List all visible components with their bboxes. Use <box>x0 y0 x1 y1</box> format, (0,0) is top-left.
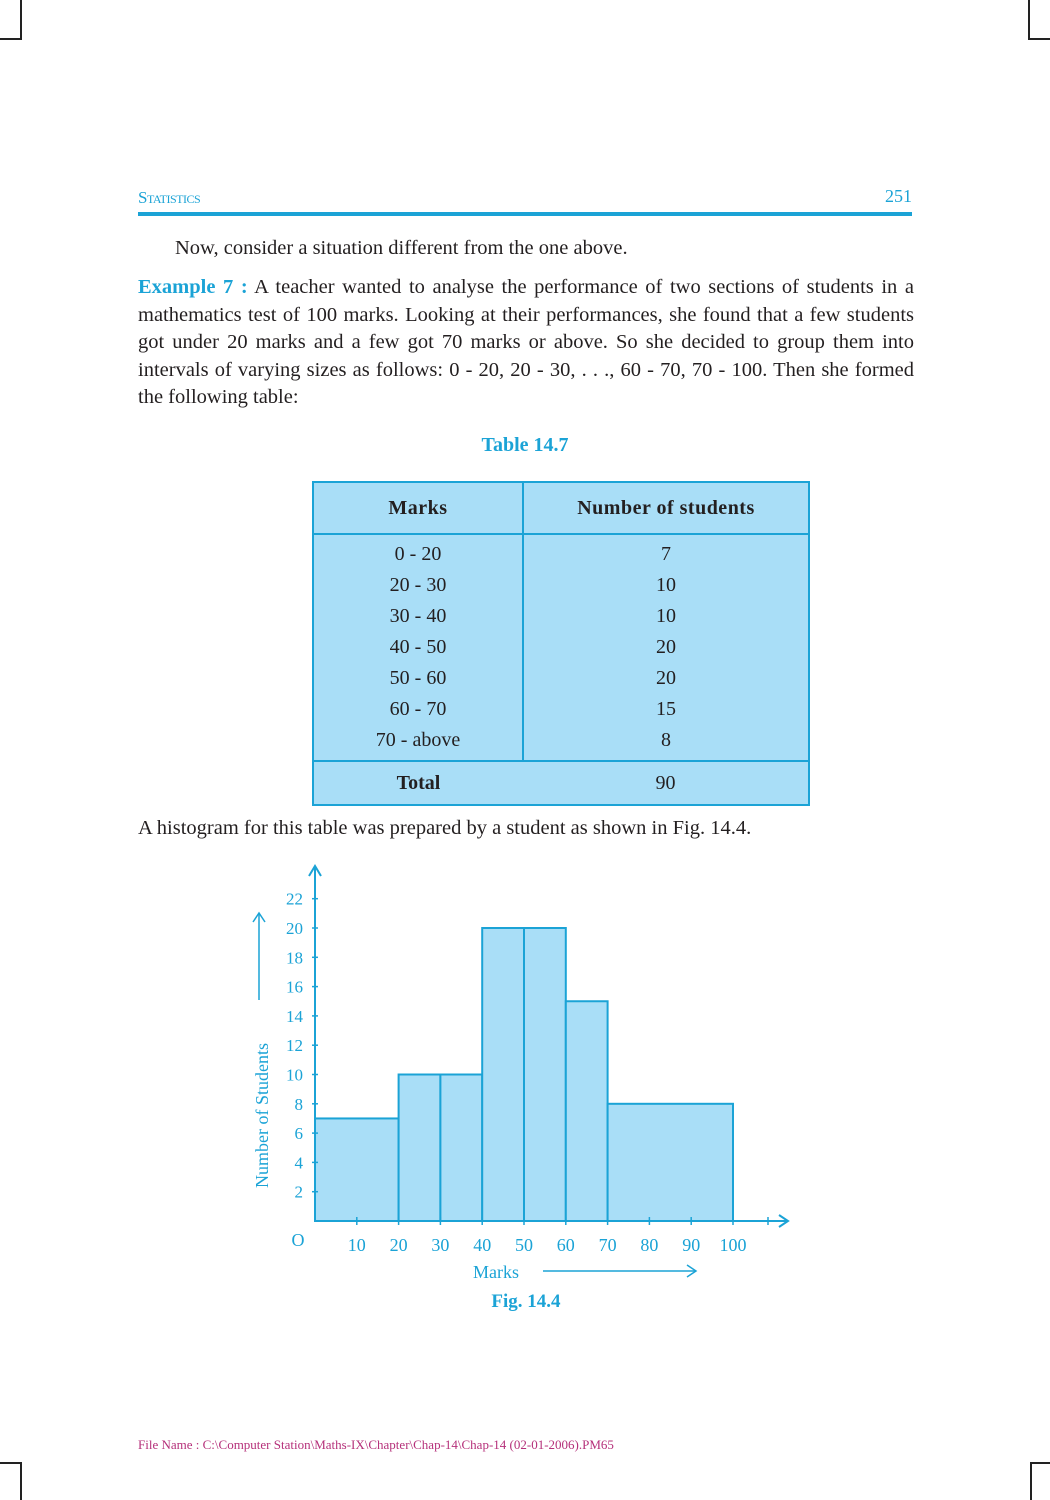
y-axis-arrow-icon <box>309 866 321 876</box>
table-row <box>313 632 809 663</box>
y-tick-label: 4 <box>294 1153 303 1173</box>
total-value: 90 <box>523 761 809 805</box>
x-tick-label: 100 <box>719 1235 747 1255</box>
file-name-footer: File Name : C:\Computer Station\Maths-IX\Chapter\Chap-14\Chap-14 (02-01-2006).PM65 <box>138 1437 614 1452</box>
histogram-bar <box>608 1104 733 1221</box>
running-title: Statistics <box>138 188 201 207</box>
x-tick-label: 30 <box>431 1235 450 1255</box>
crop-mark-top-left-h <box>0 38 22 40</box>
table-row <box>313 694 809 725</box>
y-tick-label: 16 <box>286 977 303 997</box>
marks-cell: 0 - 20 <box>313 534 523 570</box>
table-row <box>313 570 809 601</box>
total-label: Total <box>313 761 523 805</box>
x-axis-label: Marks <box>473 1262 519 1282</box>
crop-mark-bottom-right-h <box>1030 1462 1050 1464</box>
histogram-bar <box>482 928 524 1221</box>
x-tick-label: 70 <box>598 1235 617 1255</box>
y-tick-label: 2 <box>294 1182 303 1202</box>
marks-cell: 30 - 40 <box>313 601 523 632</box>
y-tick-label: 10 <box>286 1065 303 1085</box>
marks-cell: 50 - 60 <box>313 663 523 694</box>
x-axis-arrow-icon <box>779 1215 788 1227</box>
crop-mark-bottom-left-h <box>0 1462 22 1464</box>
origin-label: O <box>291 1230 305 1250</box>
y-label-arrow-icon <box>253 913 265 922</box>
crop-mark-top-left-v <box>20 0 22 40</box>
page-number: 251 <box>885 186 912 206</box>
table-header-row <box>313 482 809 534</box>
column-header-marks: Marks <box>313 482 523 534</box>
count-cell: 8 <box>523 725 809 761</box>
intro-paragraph <box>138 235 914 263</box>
histogram-intro-text: A histogram for this table was prepared by a student as shown in Fig. 14.4. <box>138 817 752 839</box>
table-row <box>313 601 809 632</box>
marks-cell: 20 - 30 <box>313 570 523 601</box>
example-text: A teacher wanted to analyse the performance of two sections of students in a mathematics test of 100 marks. Looking at their performances, she found that a few students got under 20 marks and a few got 70 marks or above. So she decided to group them into intervals of varying sizes as follows: 0 - 20, 20 - 30, . . ., 60 - 70, 70 - 100. Then she formed the following table: <box>138 276 914 408</box>
crop-mark-bottom-right-v <box>1030 1462 1032 1500</box>
table-row <box>313 534 809 570</box>
marks-cell: 60 - 70 <box>313 694 523 725</box>
crop-mark-bottom-left-v <box>20 1462 22 1500</box>
count-cell: 20 <box>523 663 809 694</box>
header-rule <box>138 212 912 216</box>
y-tick-label: 14 <box>286 1006 303 1026</box>
x-tick-label: 50 <box>515 1235 533 1255</box>
y-tick-label: 22 <box>286 889 303 909</box>
frequency-table <box>312 481 810 806</box>
x-tick-label: 80 <box>640 1235 659 1255</box>
y-axis-label: Number of Students <box>252 1043 272 1188</box>
intro-text: Now, consider a situation different from the one above. <box>175 237 628 259</box>
column-header-students: Number of students <box>523 482 809 534</box>
x-tick-label: 90 <box>682 1235 701 1255</box>
marks-cell: 40 - 50 <box>313 632 523 663</box>
table-caption: Table 14.7 <box>481 434 569 456</box>
y-tick-label: 20 <box>286 919 303 938</box>
crop-mark-top-right-h <box>1028 38 1050 40</box>
crop-mark-top-right-v <box>1028 0 1030 40</box>
table-total-row <box>313 761 809 805</box>
histogram-intro <box>138 815 914 843</box>
histogram-bar <box>315 1118 399 1221</box>
histogram-bar <box>399 1075 441 1222</box>
count-cell: 15 <box>523 694 809 725</box>
histogram-bar <box>566 1001 608 1221</box>
x-tick-label: 20 <box>389 1235 408 1255</box>
y-tick-label: 6 <box>294 1124 303 1144</box>
count-cell: 20 <box>523 632 809 663</box>
table-row <box>313 663 809 694</box>
y-tick-label: 8 <box>294 1094 303 1114</box>
running-head <box>138 186 912 210</box>
example-label: Example 7 : <box>138 276 248 298</box>
histogram-bar <box>524 928 566 1221</box>
y-tick-label: 18 <box>286 948 303 968</box>
table-row <box>313 725 809 761</box>
x-tick-label: 40 <box>473 1235 492 1255</box>
histogram-bar <box>440 1075 482 1222</box>
figure-caption: Fig. 14.4 <box>491 1291 561 1312</box>
example-paragraph <box>138 274 914 412</box>
marks-cell: 70 - above <box>313 725 523 761</box>
x-tick-label: 10 <box>347 1235 366 1255</box>
count-cell: 7 <box>523 534 809 570</box>
y-tick-label: 12 <box>286 1036 303 1056</box>
x-tick-label: 60 <box>556 1235 575 1255</box>
count-cell: 10 <box>523 601 809 632</box>
count-cell: 10 <box>523 570 809 601</box>
x-label-arrow-icon <box>687 1265 696 1277</box>
